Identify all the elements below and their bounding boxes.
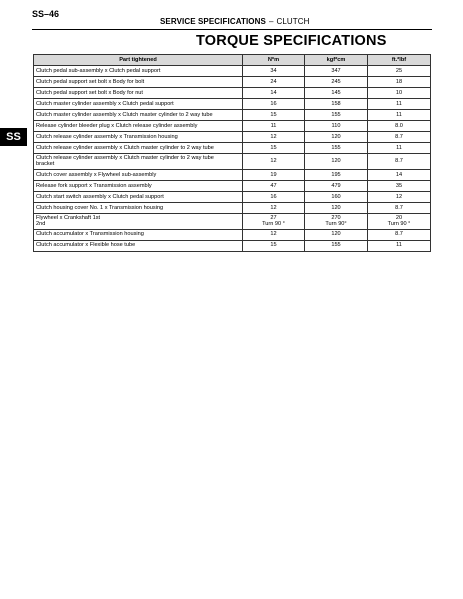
ftlbf-cell: 8.7 xyxy=(368,132,431,143)
ftlbf-cell: 35 xyxy=(368,180,431,191)
nm-cell: 12 xyxy=(243,229,305,240)
table-row xyxy=(34,99,431,110)
nm-cell: 14 xyxy=(243,88,305,99)
part-tightened-cell: Clutch release cylinder assembly x Transmission housing xyxy=(34,132,243,143)
section-title: SERVICE SPECIFICATIONS xyxy=(160,17,266,26)
part-tightened-cell: Clutch pedal sub-assembly x Clutch pedal support xyxy=(34,66,243,77)
part-tightened-cell: Release cylinder bleeder plug x Clutch release cylinder assembly xyxy=(34,121,243,132)
part-tightened-cell: Clutch master cylinder assembly x Clutch master cylinder to 2 way tube xyxy=(34,110,243,121)
kgfcm-cell: 155 xyxy=(305,143,368,154)
kgfcm-cell: 270 Turn 90° xyxy=(305,213,368,229)
nm-cell: 15 xyxy=(243,240,305,251)
table-row xyxy=(34,229,431,240)
part-tightened-cell: Clutch pedal support set bolt x Body for nut xyxy=(34,88,243,99)
kgfcm-cell: 120 xyxy=(305,229,368,240)
kgfcm-cell: 155 xyxy=(305,240,368,251)
header-separator: – xyxy=(268,17,274,26)
table-row xyxy=(34,121,431,132)
nm-cell: 19 xyxy=(243,169,305,180)
kgfcm-cell: 155 xyxy=(305,110,368,121)
page-title: TORQUE SPECIFICATIONS xyxy=(196,33,387,49)
header-rule xyxy=(32,29,432,30)
kgfcm-cell: 120 xyxy=(305,154,368,170)
table-header-row xyxy=(34,55,431,66)
subsection-title: CLUTCH xyxy=(276,17,310,26)
table-row xyxy=(34,240,431,251)
part-tightened-cell: Clutch master cylinder assembly x Clutch pedal support xyxy=(34,99,243,110)
ftlbf-cell: 18 xyxy=(368,77,431,88)
ftlbf-cell: 11 xyxy=(368,240,431,251)
ftlbf-cell: 8.7 xyxy=(368,229,431,240)
nm-cell: 15 xyxy=(243,143,305,154)
part-tightened-cell: Clutch release cylinder assembly x Clutch master cylinder to 2 way tube xyxy=(34,143,243,154)
kgfcm-cell: 158 xyxy=(305,99,368,110)
section-header xyxy=(160,17,310,26)
nm-cell: 12 xyxy=(243,202,305,213)
nm-cell: 47 xyxy=(243,180,305,191)
section-side-tab: SS xyxy=(0,128,27,146)
table-row xyxy=(34,110,431,121)
ftlbf-cell: 8.7 xyxy=(368,154,431,170)
part-tightened-cell: Clutch accumulator x Flexible hose tube xyxy=(34,240,243,251)
kgfcm-cell: 145 xyxy=(305,88,368,99)
table-row xyxy=(34,88,431,99)
part-tightened-cell: Clutch accumulator x Transmission housing xyxy=(34,229,243,240)
part-tightened-cell: Clutch pedal support set bolt x Body for bolt xyxy=(34,77,243,88)
table-row xyxy=(34,180,431,191)
table-row xyxy=(34,77,431,88)
ftlbf-cell: 20 Turn 90 ° xyxy=(368,213,431,229)
kgfcm-cell: 110 xyxy=(305,121,368,132)
table-row xyxy=(34,143,431,154)
part-tightened-cell: Clutch cover assembly x Flywheel sub-assembly xyxy=(34,169,243,180)
ftlbf-cell: 8.0 xyxy=(368,121,431,132)
kgfcm-cell: 120 xyxy=(305,132,368,143)
nm-cell: 16 xyxy=(243,191,305,202)
ftlbf-cell: 12 xyxy=(368,191,431,202)
nm-cell: 34 xyxy=(243,66,305,77)
ftlbf-cell: 10 xyxy=(368,88,431,99)
table-row xyxy=(34,169,431,180)
nm-cell: 11 xyxy=(243,121,305,132)
table-row xyxy=(34,191,431,202)
column-header-nm: N*m xyxy=(243,55,305,66)
kgfcm-cell: 479 xyxy=(305,180,368,191)
ftlbf-cell: 25 xyxy=(368,66,431,77)
nm-cell: 15 xyxy=(243,110,305,121)
nm-cell: 16 xyxy=(243,99,305,110)
kgfcm-cell: 347 xyxy=(305,66,368,77)
column-header-ftlbf: ft.*lbf xyxy=(368,55,431,66)
kgfcm-cell: 120 xyxy=(305,202,368,213)
part-tightened-cell: Release fork support x Transmission assembly xyxy=(34,180,243,191)
column-header-kgfcm: kgf*cm xyxy=(305,55,368,66)
part-tightened-cell: Clutch housing cover No. 1 x Transmission housing xyxy=(34,202,243,213)
part-tightened-cell: Flywheel x Crankshaft 1st 2nd xyxy=(34,213,243,229)
nm-cell: 12 xyxy=(243,132,305,143)
table-row xyxy=(34,132,431,143)
ftlbf-cell: 14 xyxy=(368,169,431,180)
table-row xyxy=(34,154,431,170)
part-tightened-cell: Clutch start switch assembly x Clutch pedal support xyxy=(34,191,243,202)
table-row xyxy=(34,66,431,77)
column-header-part: Part tightened xyxy=(34,55,243,66)
nm-cell: 12 xyxy=(243,154,305,170)
kgfcm-cell: 160 xyxy=(305,191,368,202)
table-row xyxy=(34,202,431,213)
ftlbf-cell: 8.7 xyxy=(368,202,431,213)
ftlbf-cell: 11 xyxy=(368,143,431,154)
kgfcm-cell: 195 xyxy=(305,169,368,180)
part-tightened-cell: Clutch release cylinder assembly x Clutch master cylinder to 2 way tube bracket xyxy=(34,154,243,170)
ftlbf-cell: 11 xyxy=(368,110,431,121)
table-row xyxy=(34,213,431,229)
ftlbf-cell: 11 xyxy=(368,99,431,110)
torque-specifications-table xyxy=(33,54,431,252)
page-number: SS–46 xyxy=(32,9,60,19)
nm-cell: 24 xyxy=(243,77,305,88)
kgfcm-cell: 245 xyxy=(305,77,368,88)
nm-cell: 27 Turn 90 ° xyxy=(243,213,305,229)
